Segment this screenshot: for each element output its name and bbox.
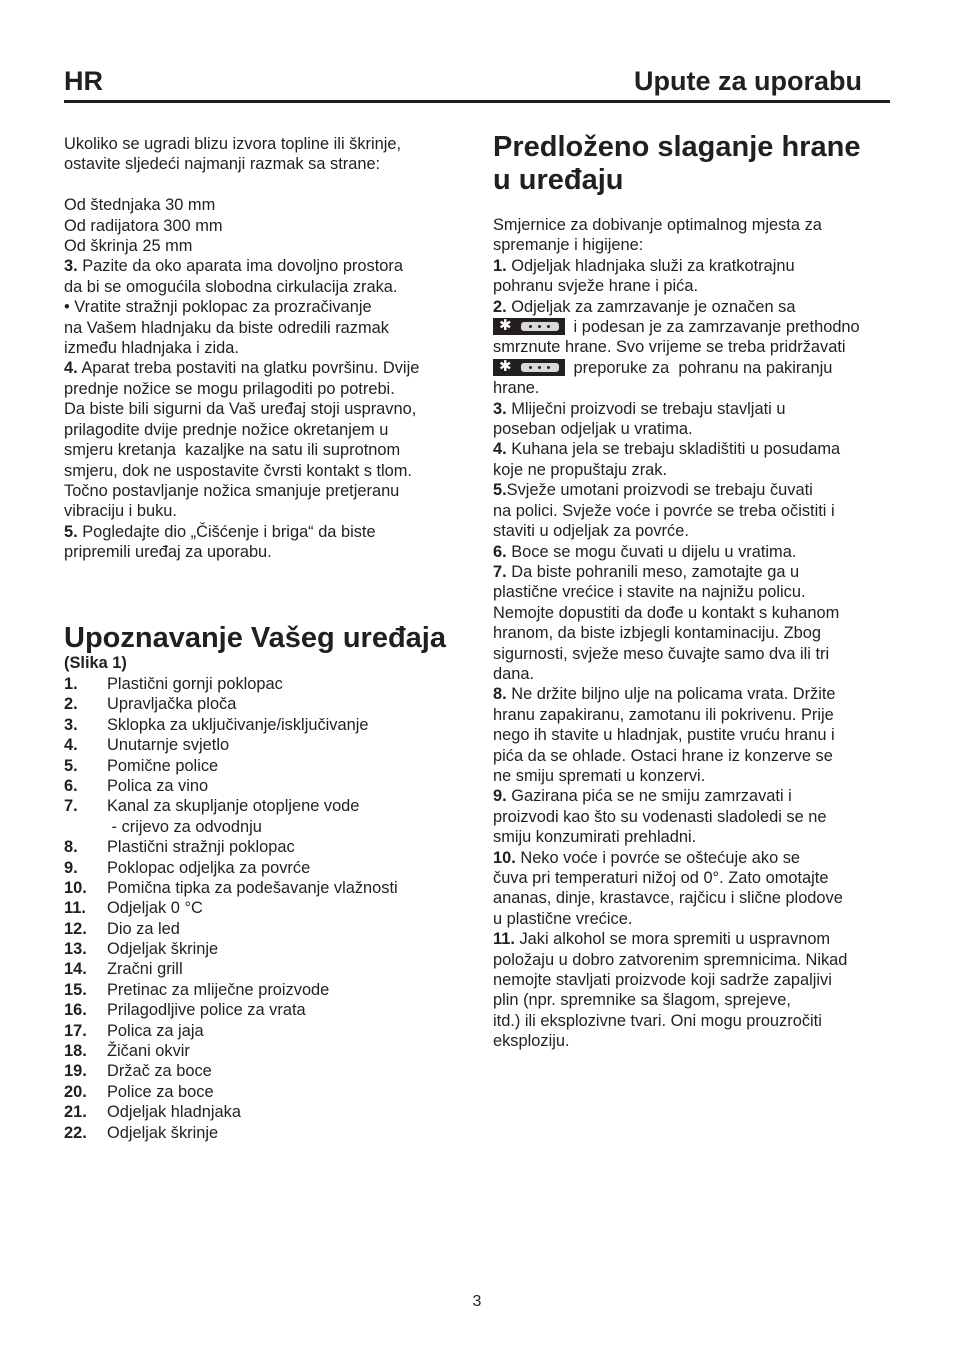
header-rule [64,100,890,103]
item-label: Dio za led [107,919,180,938]
text-line: 8. Ne držite biljno ulje na policama vrata. Držite [493,685,836,704]
text-line: ne smiju spremati u konzervi. [493,766,706,785]
text-line: pića da se ohlade. Ostaci hrane iz konzerve se [493,746,833,765]
text-line: smiju konzumirati prehladni. [493,828,697,847]
item-label: - crijevo za odvodnju [107,817,262,836]
item-label: Unutarnje svjetlo [107,736,230,755]
item-label: Pretinac za mliječne proizvode [107,980,330,999]
text-line: Da biste bili sigurni da Vaš uređaj stoji uspravno, [64,400,417,419]
text-line: plin (npr. spremnike sa šlagom, sprejeve, [493,991,791,1010]
text-line: spremanje i higijene: [493,236,644,255]
item-number: 3. [64,715,78,734]
item-label: Kanal za skupljanje otopljene vode [107,797,360,816]
item-number: 19. [64,1062,87,1081]
item-number: 7. [64,797,78,816]
item-label: Poklopac odjeljka za povrće [107,858,311,877]
text-line: 3. Pazite da oko aparata ima dovoljno prostora [64,257,403,276]
text-line: smrznute hrane. Svo vrijeme se treba pridržavati [493,338,846,357]
text-line: 1. Odjeljak hladnjaka služi za kratkotrajnu [493,256,795,275]
item-label: Zračni grill [107,960,183,979]
four-star-freezer-icon: ✱ [493,359,565,376]
text-line: ananas, dinje, krastavce, rajčicu i slične plodove [493,889,843,908]
text-line: eksploziju. [493,1032,570,1051]
text-line: Od radijatora 300 mm [64,216,223,235]
item-label: Plastični stražnji poklopac [107,838,295,857]
text-line: poseban odjeljak u vratima. [493,420,693,439]
text-line: 2. Odjeljak za zamrzavanje je označen sa [493,297,796,316]
text-line: prednje nožice se mogu prilagoditi po potrebi. [64,379,395,398]
text-line: u plastične vrećice. [493,909,633,928]
food-storage-guidelines [493,215,893,1052]
item-label: Pomična tipka za podešavanje vlažnosti [107,878,398,897]
item-number: 12. [64,919,87,938]
page-header [64,66,890,100]
text-line: 4. Kuhana jela se trebaju skladištiti u posudama [493,440,841,459]
text-line: na polici. Svježe voće i povrće se treba očistiti i [493,501,835,520]
appliance-overview-heading: Upoznavanje Vašeg uređaja [64,622,446,654]
text-line: 3. Mliječni proizvodi se trebaju stavljati u [493,399,786,418]
text-line: 10. Neko voće i povrće se oštećuje ako se [493,848,801,867]
text-line: da bi se omogućila slobodna cirkulacija zraka. [64,277,398,296]
four-star-freezer-icon: ✱ [493,318,565,335]
text-line: staviti u odjeljak za povrće. [493,522,689,541]
text-line: pohranu svježe hrane i pića. [493,277,699,296]
item-label: Polica za vino [107,776,209,795]
item-label: Odjeljak škrinje [107,1123,219,1142]
item-number: 14. [64,960,87,979]
item-label: Odjeljak škrinje [107,940,219,959]
text-line: smjeru kretanja kazaljke na satu ili suprotnom [64,441,401,460]
item-number: 15. [64,980,87,999]
text-line: hranu zapakiranu, zamotanu ili pokrivenu. Prije [493,705,834,724]
language-code: HR [64,66,103,96]
item-number: 9. [64,858,78,877]
text-line: Ukoliko se ugradi blizu izvora topline ili škrinje, [64,135,402,153]
figure-reference: (Slika 1) [64,654,127,672]
text-line: 11. Jaki alkohol se mora spremiti u uspravnom [493,930,831,949]
text-line: Točno postavljanje nožica smanjuje pretjeranu [64,481,400,500]
item-number: 17. [64,1021,87,1040]
item-label: Odjeljak hladnjaka [107,1103,241,1122]
item-label: Plastični gornji poklopac [107,675,283,693]
item-number: 22. [64,1123,87,1142]
manual-title: Upute za uporabu [634,66,862,96]
text-line: između hladnjaka i zida. [64,339,239,358]
item-number: 20. [64,1082,87,1101]
text-line: nemojte stavljati proizvode koji sadrže zapaljivi [493,971,832,990]
text-line: koje ne propuštaju zrak. [493,460,668,479]
text-line: • Vratite stražnji poklopac za prozračivanje [64,298,372,317]
text-line: prilagodite dvije prednje nožice okretanjem u [64,420,389,439]
item-label: Police za boce [107,1082,214,1101]
item-number: 16. [64,1001,87,1020]
item-number: 21. [64,1103,87,1122]
item-label: Upravljačka ploča [107,695,237,714]
installation-clearance-text [64,134,474,563]
text-line: plastične vrećice i stavite na najnižu policu. [493,583,806,602]
item-label: Polica za jaja [107,1021,204,1040]
text-line: dana. [493,664,535,683]
text-line: Smjernice za dobivanje optimalnog mjesta za [493,216,822,234]
item-number: 10. [64,878,87,897]
text-line: nego ih stavite u hladnjak, pustite vruću hranu i [493,726,835,745]
text-line: ✱ preporuke za pohranu na pakiranju [493,358,893,378]
item-number: 11. [64,899,86,918]
text-line: vibraciju i buku. [64,502,177,521]
text-line: hranom, da biste izbjegli kontaminaciju. Zbog [493,624,821,643]
text-line: proizvodi kao što su vodenasti sladoledi se ne [493,807,827,826]
text-line: Od škrinja 25 mm [64,237,193,256]
text-line: itd.) ili eksplozivne tvari. Oni mogu prouzročiti [493,1011,822,1030]
food-storage-heading: Predloženo slaganje hrane u uređaju [493,131,861,196]
item-label: Pomične police [107,756,219,775]
item-number: 6. [64,776,78,795]
item-number: 8. [64,838,78,857]
text-line: Od štednjaka 30 mm [64,196,216,215]
item-number: 5. [64,756,78,775]
text-line: sigurnosti, svježe meso čuvajte samo dva ili tri [493,644,830,663]
text-line: smjeru, dok ne uspostavite čvrsti kontakt s tlom. [64,461,412,480]
text-line: 9. Gazirana pića se ne smiju zamrzavati i [493,787,792,806]
item-label: Prilagodljive police za vrata [107,1001,306,1020]
item-label: Žičani okvir [107,1042,190,1061]
page-number: 3 [472,1293,482,1310]
item-label: Sklopka za uključivanje/isključivanje [107,715,369,734]
text-line: Nemojte dopustiti da dođe u kontakt s kuhanom [493,603,840,622]
item-number: 1. [64,675,78,693]
text-line: 7. Da biste pohranili meso, zamotajte ga u [493,562,800,581]
item-label: Držač za boce [107,1062,212,1081]
text-line: hrane. [493,379,540,398]
item-label: Odjeljak 0 °C [107,899,203,918]
text-line: ✱ i podesan je za zamrzavanje prethodno [493,317,893,337]
item-number: 13. [64,940,87,959]
text-line: 4. Aparat treba postaviti na glatku površinu. Dvije [64,359,420,378]
text-line: na Vašem hladnjaku da biste odredili razmak [64,318,389,337]
text-line: 5. Pogledajte dio „Čišćenje i briga“ da biste [64,522,376,541]
item-number: 4. [64,736,78,755]
text-line [64,175,474,195]
text-line: čuva pri temperaturi nižoj od 0°. Zato omotajte [493,869,829,887]
item-number: 2. [64,695,78,714]
text-line: položaju u dobro zatvorenim spremnicima. Nikad [493,950,848,969]
text-line: pripremili uređaj za uporabu. [64,543,272,562]
text-line: 6. Boce se mogu čuvati u dijelu u vratima. [493,542,797,561]
text-line: ostavite sljedeći najmanji razmak sa strane: [64,155,381,174]
item-number: 18. [64,1042,87,1061]
text-line: 5.Svježe umotani proizvodi se trebaju čuvati [493,481,813,500]
